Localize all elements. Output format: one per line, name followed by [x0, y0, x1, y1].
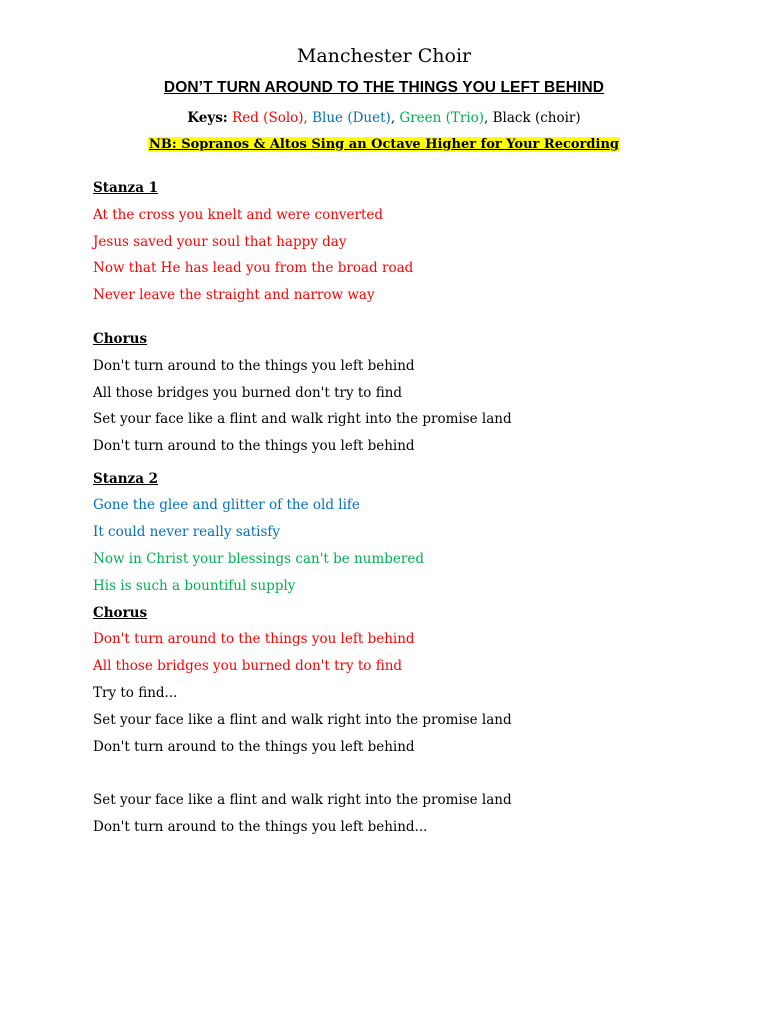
stanza-2-heading: Stanza 2 — [93, 471, 159, 487]
lyric-line: Set your face like a flint and walk right into the promise land — [93, 792, 512, 808]
lyric-line: Don't turn around to the things you left behind — [93, 438, 415, 454]
chorus-2-heading: Chorus — [93, 605, 148, 621]
color-keys-legend — [0, 108, 768, 128]
key-separator: , — [390, 110, 396, 126]
stanza-1-heading: Stanza 1 — [93, 180, 159, 196]
lyric-line: At the cross you knelt and were converted — [93, 207, 384, 223]
keys-label: Keys: — [187, 110, 228, 126]
lyric-line: Never leave the straight and narrow way — [93, 287, 375, 303]
nb-highlighted-text: NB: Sopranos & Altos Sing an Octave Higher for Your Recording — [149, 137, 619, 152]
lyric-line: His is such a bountiful supply — [93, 578, 296, 594]
key-red-solo: Red (Solo), — [232, 110, 308, 126]
lyric-line: Don't turn around to the things you left behind — [93, 631, 415, 647]
lyric-line: It could never really satisfy — [93, 524, 281, 540]
chorus-1-heading: Chorus — [93, 331, 148, 347]
key-separator: , — [484, 110, 489, 126]
lyric-line: Set your face like a flint and walk right into the promise land — [93, 411, 512, 427]
lyric-line: Don't turn around to the things you left behind... — [93, 819, 428, 835]
key-blue-duet: Blue (Duet) — [312, 110, 391, 126]
lyric-line: Now that He has lead you from the broad road — [93, 260, 414, 276]
lyric-line: All those bridges you burned don't try to find — [93, 385, 403, 401]
lyric-line: Gone the glee and glitter of the old life — [93, 497, 360, 513]
lyric-line: Now in Christ your blessings can't be numbered — [93, 551, 424, 567]
lyric-line: All those bridges you burned don't try to find — [93, 658, 403, 674]
lyric-line: Set your face like a flint and walk right into the promise land — [93, 712, 512, 728]
lyric-line: Jesus saved your soul that happy day — [93, 234, 347, 250]
key-green-trio: Green (Trio) — [399, 110, 485, 126]
page-title: Manchester Choir — [296, 45, 472, 67]
lyric-line: Try to find... — [93, 685, 178, 701]
song-title: DON’T TURN AROUND TO THE THINGS YOU LEFT BEHIND — [163, 79, 605, 96]
key-black-choir: Black (choir) — [492, 110, 581, 126]
lyric-line: Don't turn around to the things you left behind — [93, 358, 415, 374]
lyric-line: Don't turn around to the things you left behind — [93, 739, 415, 755]
nb-note — [0, 136, 768, 154]
